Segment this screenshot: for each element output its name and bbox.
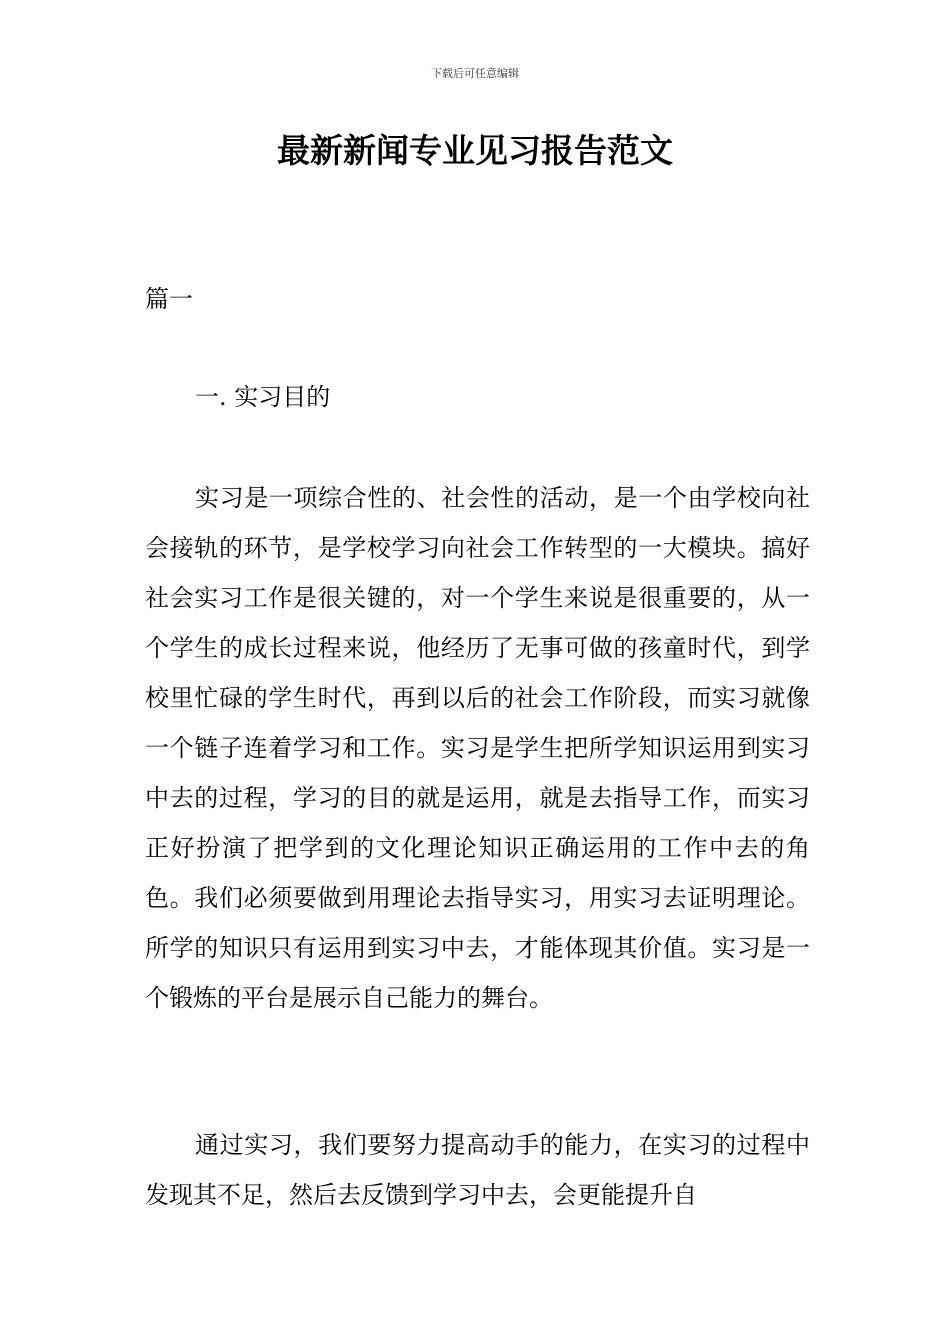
section-label: 篇一 — [145, 285, 193, 313]
body-paragraph-1: 实习是一项综合性的、社会性的活动，是一个由学校向社会接轨的环节，是学校学习向社会工作转型的一大模块。搞好社会实习工作是很关键的，对一个学生来说是很重要的，从一个学生的成长过程来说，他经历了无事可做的孩童时代，到学校里忙碌的学生时代，再到以后的社会工作阶段，而实习就像一个链子连着学习和工作。实习是学生把所学知识运用到实习中去的过程，学习的目的就是运用，就是去指导工作，而实习正好扮演了把学到的文化理论知识正确运用的工作中去的角色。我们必须要做到用理论去指导实习，用实习去证明理论。所学的知识只有运用到实习中去，才能体现其价值。实习是一个锻炼的平台是展示自己能力的舞台。 — [145, 484, 810, 1012]
body-paragraph-2: 通过实习，我们要努力提高动手的能力，在实习的过程中发现其不足，然后去反馈到学习中去，会更能提升自 — [145, 1131, 810, 1209]
document-title: 最新新闻专业见习报告范文 — [277, 131, 673, 170]
header-note: 下载后可任意编辑 — [431, 67, 519, 80]
subheading: 一. 实习目的 — [195, 383, 331, 411]
